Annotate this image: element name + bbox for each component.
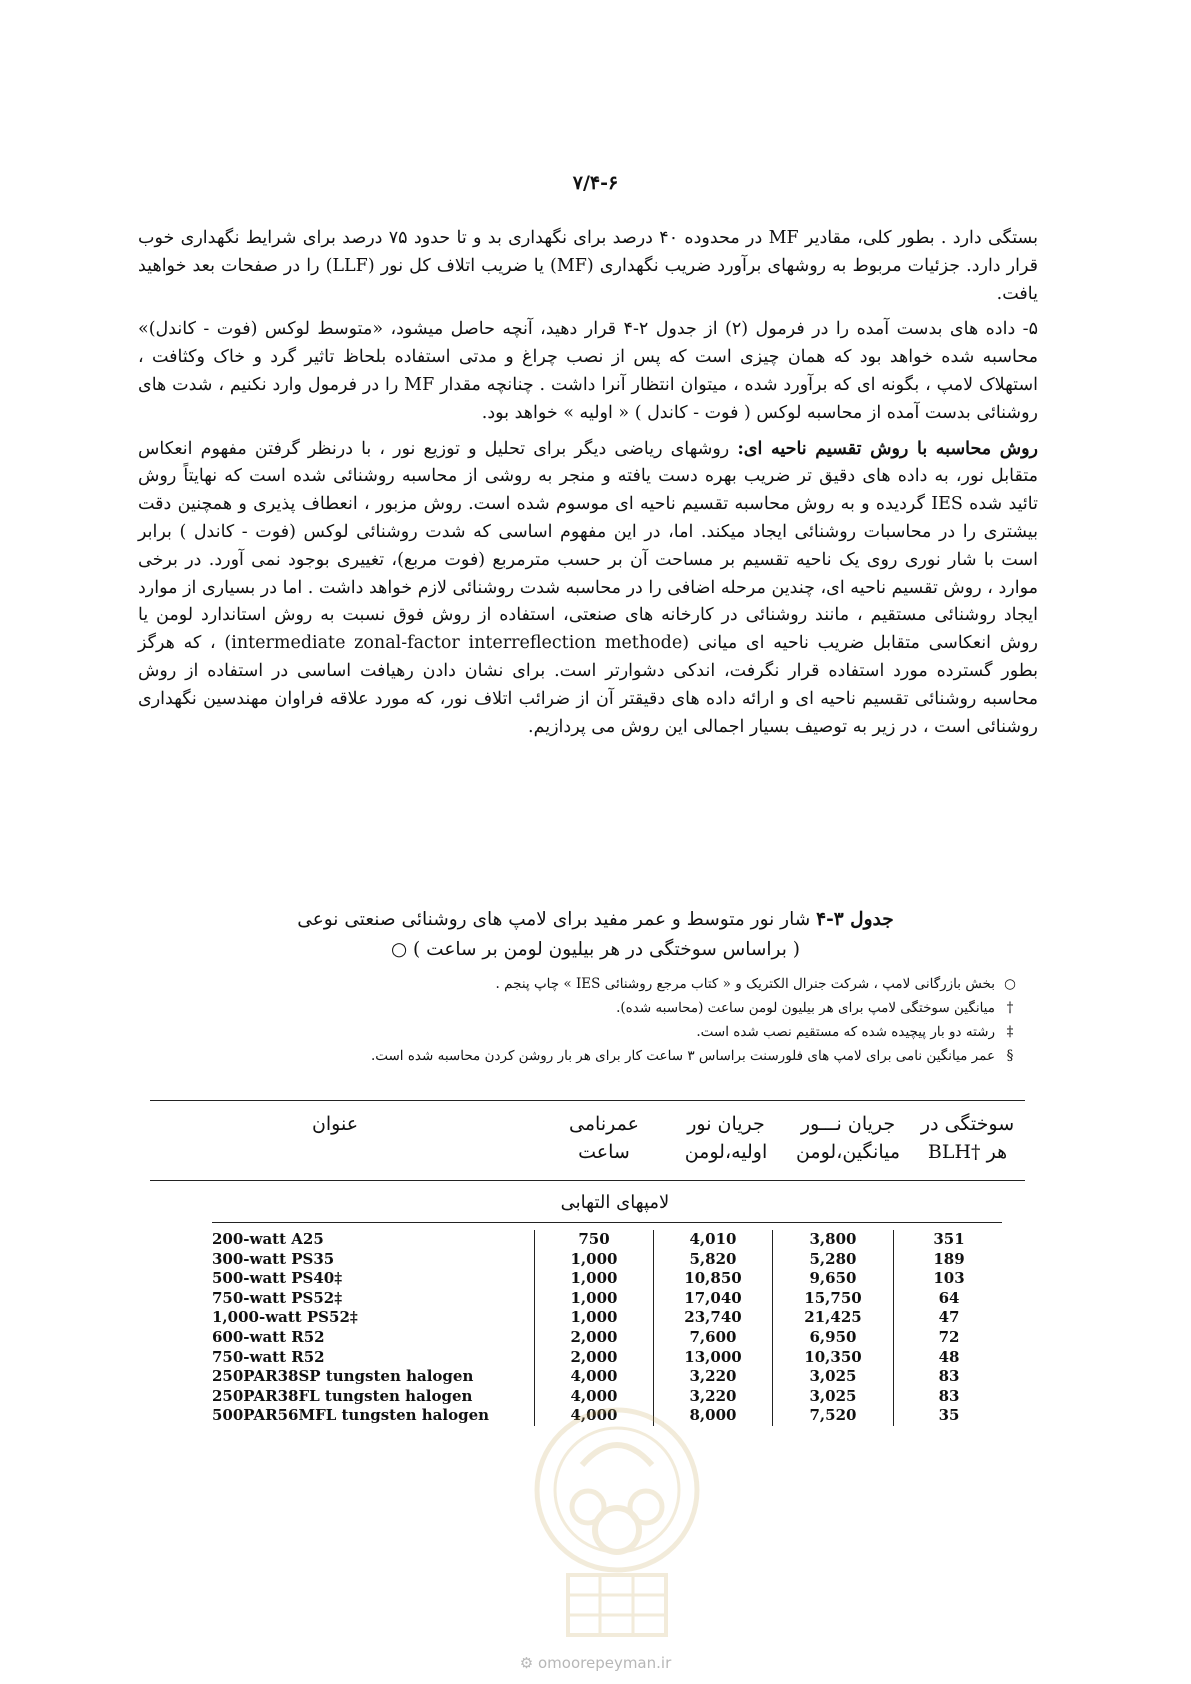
table-top-rule bbox=[150, 1100, 1025, 1101]
lamp-name: 200-watt A25 bbox=[212, 1230, 324, 1248]
rated-life: 4,000 bbox=[535, 1367, 654, 1387]
lamp-name: 300-watt PS35 bbox=[212, 1249, 335, 1268]
header-mean-lumens: جریان نـــور میانگین،لومن bbox=[795, 1113, 901, 1163]
burnout: 72 bbox=[894, 1328, 1005, 1348]
watermark-url: ⚙ omoorepeyman.ir bbox=[519, 1654, 672, 1672]
burnout: 64 bbox=[894, 1289, 1005, 1309]
table-row bbox=[212, 1328, 1004, 1348]
initial-lumens: 3,220 bbox=[654, 1367, 773, 1387]
caption-line-2: ( براساس سوختگی در هر بیلیون لومن بر ساعت ) ○ bbox=[391, 939, 800, 960]
burnout: 48 bbox=[894, 1348, 1005, 1368]
burnout: 103 bbox=[894, 1269, 1005, 1289]
table-row bbox=[212, 1348, 1004, 1368]
initial-lumens: 17,040 bbox=[654, 1289, 773, 1309]
table-notes bbox=[240, 972, 1025, 1068]
rated-life: 2,000 bbox=[535, 1328, 654, 1348]
paragraph: بستگی دارد . بطور کلی، مقادیر MF در محدوده ۴۰ درصد برای نگهداری بد و تا حدود ۷۵ درصد برای شرایط نگهداری خوب قرار دارد. جزئیات مربوط به روشهای برآورد ضریب نگهداری (MF) یا ضریب اتلاف کل نور (LLF) را در صفحات بعد خواهید یافت. bbox=[138, 228, 1039, 304]
mean-lumens: 15,750 bbox=[773, 1289, 894, 1309]
lamp-name: 600-watt R52 bbox=[212, 1327, 325, 1346]
rated-life: 1,000 bbox=[535, 1250, 654, 1270]
rated-life: 1,000 bbox=[535, 1289, 654, 1309]
rated-life: 1,000 bbox=[535, 1308, 654, 1328]
burnout: 189 bbox=[894, 1250, 1005, 1270]
note bbox=[240, 996, 1025, 1020]
table-row bbox=[212, 1250, 1004, 1270]
watermark-logo bbox=[528, 1395, 706, 1650]
note-symbol: ○ bbox=[1004, 976, 1016, 992]
lamp-name: 750-watt R52 bbox=[212, 1347, 325, 1366]
burnout: 83 bbox=[894, 1367, 1005, 1387]
rated-life: 1,000 bbox=[535, 1269, 654, 1289]
mean-lumens: 3,025 bbox=[773, 1367, 894, 1387]
table-caption bbox=[0, 905, 1191, 965]
table-row bbox=[212, 1308, 1004, 1328]
burnout: 47 bbox=[894, 1308, 1005, 1328]
rated-life: 4,000 bbox=[535, 1406, 654, 1426]
group-title: لامپهای التهابی bbox=[560, 1192, 670, 1213]
table-row bbox=[212, 1230, 1004, 1250]
lamp-name: 250PAR38FL tungsten halogen bbox=[212, 1386, 473, 1405]
initial-lumens: 23,740 bbox=[654, 1308, 773, 1328]
table-header bbox=[150, 1110, 1025, 1174]
header-burnout: سوختگی در هر †BLH bbox=[920, 1113, 1015, 1163]
paragraph-zonal bbox=[138, 436, 1038, 742]
body-text bbox=[138, 225, 1038, 741]
mean-lumens: 3,800 bbox=[773, 1230, 894, 1250]
burnout: 35 bbox=[894, 1406, 1005, 1426]
table-row bbox=[212, 1367, 1004, 1387]
note-text: رشته دو بار پیچیده شده که مستقیم نصب شده است. bbox=[696, 1024, 995, 1040]
paragraph: ۵- داده های بدست آمده را در فرمول (۲) از جدول ۲-۴ قرار دهید، آنچه حاصل میشود، «متوسط لوکس (فوت - کاندل)» محاسبه شده خواهد بود که همان چیزی است که پس از نصب چراغ و مدتی استفاده بلحاظ تاثیر گرد و خاک وکثافت ، استهلاک لامپ ، بگونه ای که برآورد شده ، میتوان انتظار آنرا داشت . چنانچه مقدار MF را در فرمول وارد نکنیم ، شدت های روشنائی بدست آمده از محاسبه لوکس ( فوت - کاندل ) « اولیه » خواهد بود. bbox=[138, 319, 1038, 423]
initial-lumens: 5,820 bbox=[654, 1250, 773, 1270]
rated-life: 750 bbox=[535, 1230, 654, 1250]
burnout: 351 bbox=[894, 1230, 1005, 1250]
caption-line-1: شار نور متوسط و عمر مفید برای لامپ های روشنائی صنعتی نوعی bbox=[297, 909, 811, 930]
initial-lumens: 8,000 bbox=[654, 1406, 773, 1426]
header-initial-lumens: جریان نور اولیه،لومن bbox=[684, 1113, 768, 1163]
rated-life: 4,000 bbox=[535, 1387, 654, 1407]
mean-lumens: 7,520 bbox=[773, 1406, 894, 1426]
note bbox=[240, 972, 1025, 996]
mean-lumens: 5,280 bbox=[773, 1250, 894, 1270]
group-rule bbox=[212, 1222, 1002, 1223]
section-heading: روش محاسبه با روش تقسیم ناحیه ای: bbox=[737, 438, 1038, 459]
mean-lumens: 3,025 bbox=[773, 1387, 894, 1407]
lamp-name: 500-watt PS40‡ bbox=[212, 1269, 343, 1288]
table-row bbox=[212, 1289, 1004, 1309]
mean-lumens: 10,350 bbox=[773, 1348, 894, 1368]
lamp-name: 1,000-watt PS52‡ bbox=[212, 1308, 358, 1327]
rated-life: 2,000 bbox=[535, 1348, 654, 1368]
lamp-name: 500PAR56MFL tungsten halogen bbox=[212, 1406, 490, 1425]
table-row bbox=[212, 1269, 1004, 1289]
note bbox=[240, 1020, 1025, 1044]
lamp-name: 750-watt PS52‡ bbox=[212, 1288, 343, 1307]
mean-lumens: 21,425 bbox=[773, 1308, 894, 1328]
note-text: عمر میانگین نامی برای لامپ های فلورسنت براساس ۳ ساعت کار برای هر بار روشن کردن محاسبه شده است. bbox=[370, 1048, 995, 1064]
initial-lumens: 3,220 bbox=[654, 1387, 773, 1407]
initial-lumens: 10,850 bbox=[654, 1269, 773, 1289]
mean-lumens: 9,650 bbox=[773, 1269, 894, 1289]
section-body: روشهای ریاضی دیگر برای تحلیل و توزیع نور ، با درنظر گرفتن مفهوم انعکاس متقابل نور، به داده های دقیق تر ضریب بهره دست یافته و منجر به روشی از محاسبه روشنائی شده است که نهایتاً روش تائید شده IES گردیده و به روش محاسبه تقسیم ناحیه ای موسوم شده است. روش مزبور ، انعطاف پذیری و همچنین دقت بیشتری را در محاسبات روشنائی ایجاد میکند. اما، در این مفهوم اساسی که شدت روشنائی لوکس (فوت - کاندل ) برابر است با شار نوری روی یک ناحیه تقسیم بر مساحت آن بر حسب مترمربع (فوت مربع)، تغییری بوجود نمی آورد. در برخی موارد ، روش تقسیم ناحیه ای، چندین مرحله اضافی را در محاسبه شدت روشنائی لازم خواهد داشت . اما در بسیاری از موارد ایجاد روشنائی مستقیم ، مانند روشنائی در کارخانه های صنعتی، استفاده از روش فوق نسبت به روش استاندارد لومن یا روش انعکاسی متقابل ضریب ناحیه ای میانی (intermediate zonal-factor interreflection methode) ، که هرگز بطور گسترده مورد استفاده قرار نگرفت، اندکی دشوارتر است. برای نشان دادن رهیافت اساسی در استفاده از روش محاسبه روشنائی تقسیم ناحیه ای و ارائه داده های دقیقتر آن از ضرائب اتلاف نور، که مورد علاقه فراوان مهندسین نگهداری روشنائی است ، در زیر به توصیف بسیار اجمالی این روش می پردازیم. bbox=[138, 438, 1039, 737]
initial-lumens: 13,000 bbox=[654, 1348, 773, 1368]
note-text: میانگین سوختگی لامپ برای هر بیلیون لومن ساعت (محاسبه شده). bbox=[616, 1000, 995, 1016]
lamp-name: 250PAR38SP tungsten halogen bbox=[212, 1367, 474, 1386]
note-symbol: † bbox=[1006, 1000, 1014, 1016]
table-header-rule bbox=[150, 1180, 1025, 1181]
initial-lumens: 4,010 bbox=[654, 1230, 773, 1250]
note bbox=[240, 1044, 1025, 1068]
note-symbol: § bbox=[1006, 1048, 1014, 1064]
burnout: 83 bbox=[894, 1387, 1005, 1407]
page-number: ۷/۴-۶ bbox=[572, 172, 619, 194]
table-label: جدول ۳-۴ bbox=[816, 909, 894, 930]
header-rated-life: عمرنامی ساعت bbox=[569, 1113, 639, 1163]
note-text: بخش بازرگانی لامپ ، شرکت جنرال الکتریک و « کتاب مرجع روشنائی IES » چاپ پنجم . bbox=[495, 976, 995, 992]
initial-lumens: 7,600 bbox=[654, 1328, 773, 1348]
header-title: عنوان bbox=[311, 1113, 359, 1135]
mean-lumens: 6,950 bbox=[773, 1328, 894, 1348]
note-symbol: ‡ bbox=[1006, 1024, 1014, 1040]
